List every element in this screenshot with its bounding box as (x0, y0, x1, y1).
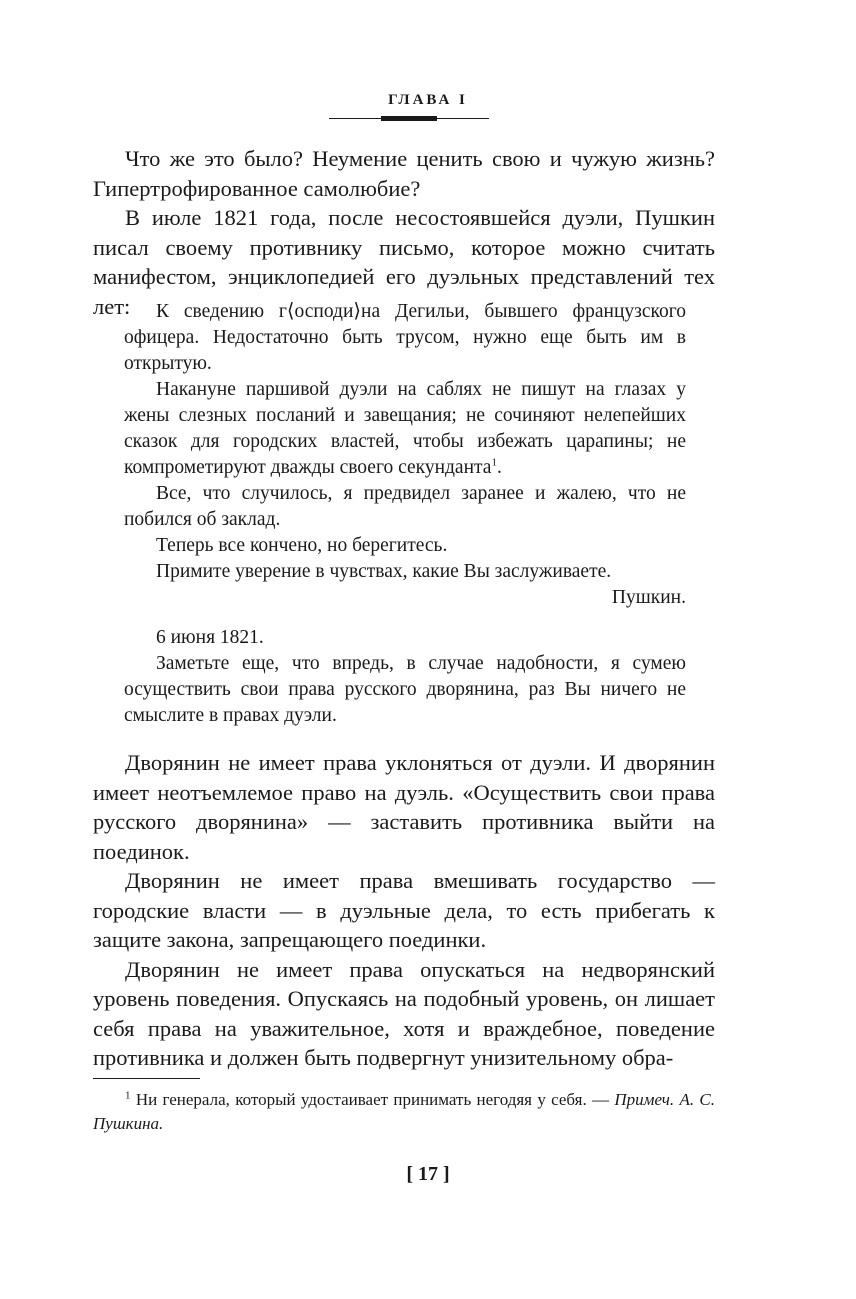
footnote-ref: 1 (491, 456, 497, 469)
paragraph: Что же это было? Неумение ценить свою и чужую жизнь? Гипертрофированное самолюбие? (93, 146, 715, 201)
footnote-paragraph (93, 1088, 715, 1136)
footnote-source: Примеч. А. С. Пушкина. (93, 1090, 715, 1133)
signature: Пушкин. (611, 587, 686, 608)
quote-text: Накануне паршивой дуэли на саблях не пишут на глазах у жены слезных посланий и завещания; не сочиняют нелепейших сказок для городских властей, чтобы избежать царапины; не компрометируют дважды своего секунданта (124, 379, 686, 478)
footnote-text: Ни генерала, который удостаивает принимать негодяя у себя. — (135, 1090, 610, 1109)
chapter-header: ГЛАВА I (388, 92, 468, 108)
main-text-top (93, 144, 715, 321)
footnote (93, 1088, 715, 1136)
paragraph: Дворянин не имеет права уклоняться от дуэли. И дворянин имеет неотъемлемое право на дуэль. «Осуществить свои права русского дворянина» — заставить противника выйти на поединок. (93, 750, 715, 864)
paragraph: В июле 1821 года, после несостоявшейся дуэли, Пушкин писал своему противнику письмо, которое можно считать манифестом, энциклопедией его дуэльных представлений тех лет: (93, 205, 715, 319)
quote-text-end: . (496, 457, 502, 478)
quote-paragraph: Заметьте еще, что впредь, в случае надобности, я сумею осуществить свои права русского дворянина, раз Вы ничего не смыслите в правах дуэли. (124, 653, 686, 726)
quote-paragraph (124, 377, 686, 481)
quote-paragraph: К сведению г⟨осподи⟩на Дегильи, бывшего французского офицера. Недостаточно быть трусом, нужно еще быть им в открытую. (124, 301, 686, 374)
main-text-bottom (93, 748, 715, 1073)
letter-quote (124, 299, 686, 729)
quote-paragraph: Примите уверение в чувствах, какие Вы заслуживаете. (156, 561, 612, 582)
quote-paragraph: Все, что случилось, я предвидел заранее и жалею, что не побился об заклад. (124, 483, 686, 530)
header-rule-accent (381, 116, 437, 121)
footnote-marker: 1 (125, 1089, 131, 1102)
letter-date: 6 июня 1821. (156, 627, 264, 648)
paragraph: Дворянин не имеет права опускаться на недворянский уровень поведения. Опускаясь на подобный уровень, он лишает себя права на уважительное, хотя и враждебное, поведение противника и должен быть подвергнут унизительному обра- (93, 956, 715, 1070)
footnote-rule (93, 1078, 200, 1079)
quote-paragraph: Теперь все кончено, но берегитесь. (156, 535, 448, 556)
paragraph: Дворянин не имеет права вмешивать государство — городские власти — в дуэльные дела, то есть прибегать к защите закона, запрещающего поединки. (93, 868, 715, 952)
page-number: [ 17 ] (406, 1163, 450, 1185)
